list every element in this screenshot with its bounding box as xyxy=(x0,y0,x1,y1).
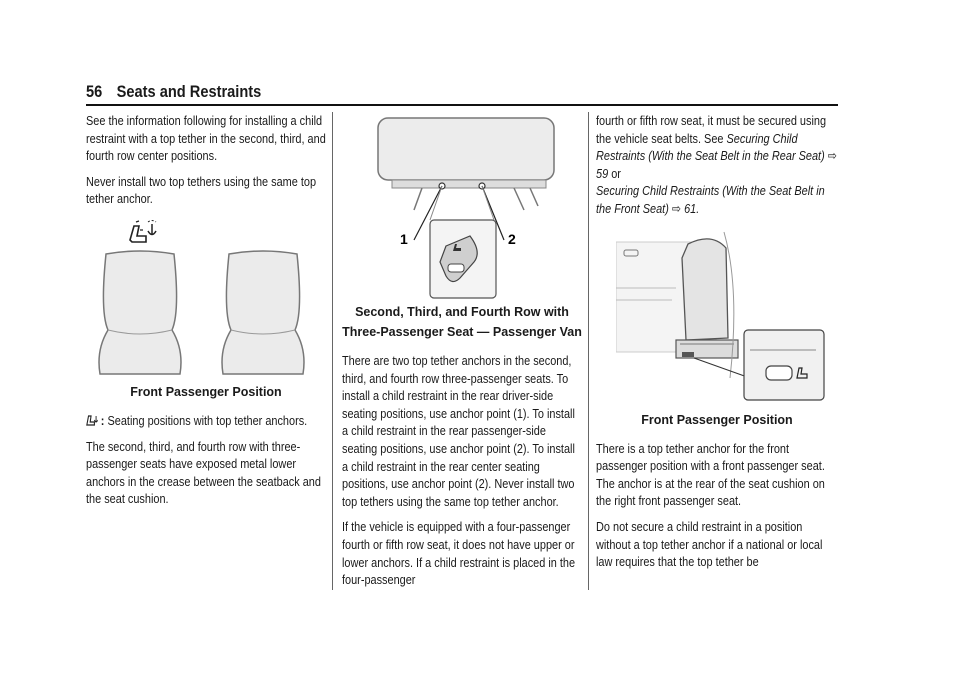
tether-anchor-figure xyxy=(362,112,582,300)
right-column xyxy=(596,112,838,579)
tether-anchor-icon xyxy=(130,220,156,242)
column-divider-1 xyxy=(332,112,333,590)
paragraph: Do not secure a child restraint in a position without a top tether anchor if a national or local law requires that the top tether be xyxy=(596,518,823,570)
figure-caption: Front Passenger Position xyxy=(130,384,282,399)
paragraph: See the information following for installing a child restraint with a top tether in the second, third, and fourth row center positions. xyxy=(86,113,326,164)
cross-reference-link[interactable]: Securing Child Restraints (With the Seat Belt in the Front Seat) xyxy=(596,183,825,216)
front-seat-illustration xyxy=(682,238,728,339)
left-column xyxy=(86,112,326,516)
paragraph: fourth or fifth row seat, it must be secured using the vehicle seat belts. See Securing Child Restraints (With the Seat Belt in the Rear Seat) ⇨ 59 or Securing Child Restraints (With the Seat Belt in the Front Seat) ⇨ 61. xyxy=(596,113,837,216)
seat-left-illustration xyxy=(99,251,181,374)
section-title: Seats and Restraints xyxy=(116,82,262,101)
figure-caption: Front Passenger Position xyxy=(641,412,793,427)
paragraph: If the vehicle is equipped with a four-passenger fourth or fifth row seat, it does not have upper or lower anchors. If a child restraint is placed in the four-passenger xyxy=(342,519,576,588)
front-passenger-seats-figure xyxy=(86,220,326,378)
page-number: 56 xyxy=(86,82,103,101)
page-ref[interactable]: 61. xyxy=(684,200,700,216)
legend-line: : Seating positions with top tether anchors. xyxy=(86,412,326,430)
column-divider-2 xyxy=(588,112,589,590)
page-ref-icon: ⇨ xyxy=(827,148,837,164)
seat-right-illustration xyxy=(222,251,304,374)
seatback-illustration xyxy=(378,118,554,180)
paragraph: The second, third, and fourth row with three-passenger seats have exposed metal lower anchors in the crease between the seatback and the seat cushion. xyxy=(86,438,321,507)
cross-reference-link[interactable]: Securing Child Restraints (With the Seat Belt in the Rear Seat) xyxy=(596,130,825,164)
anchor-label-2: 2 xyxy=(508,231,516,247)
figure-caption: Second, Third, and Fourth Row with Three-Passenger Seat — Passenger Van xyxy=(342,305,582,339)
anchor-label-1: 1 xyxy=(400,231,408,247)
paragraph: Never install two top tethers using the same top tether anchor. xyxy=(86,173,317,207)
paragraph: There are two top tether anchors in the second, third, and fourth row three-passenger seats. To install a child restraint in the rear driver-side seating positions, use anchor point (1). To install a child restraint in the rear passenger-side seating positions, use anchor point (2). To install a child restraint in the rear center seating positions, use anchor point (2). Never install two top tethers using the same top tether anchor. xyxy=(342,353,575,509)
anchor-detail-inset xyxy=(744,330,824,400)
header-rule xyxy=(86,104,838,106)
paragraph: There is a top tether anchor for the front passenger position with a front passenger seat. The anchor is at the rear of the seat cushion on the right front passenger seat. xyxy=(596,440,825,509)
page-ref[interactable]: 59 xyxy=(596,165,609,181)
page-header xyxy=(86,82,733,104)
front-seat-anchor-figure xyxy=(616,228,838,406)
middle-column xyxy=(342,112,582,597)
tether-anchor-symbol-icon xyxy=(86,414,98,426)
legend-text: Seating positions with top tether anchors. xyxy=(107,412,308,428)
page-ref-icon: ⇨ xyxy=(671,200,682,216)
